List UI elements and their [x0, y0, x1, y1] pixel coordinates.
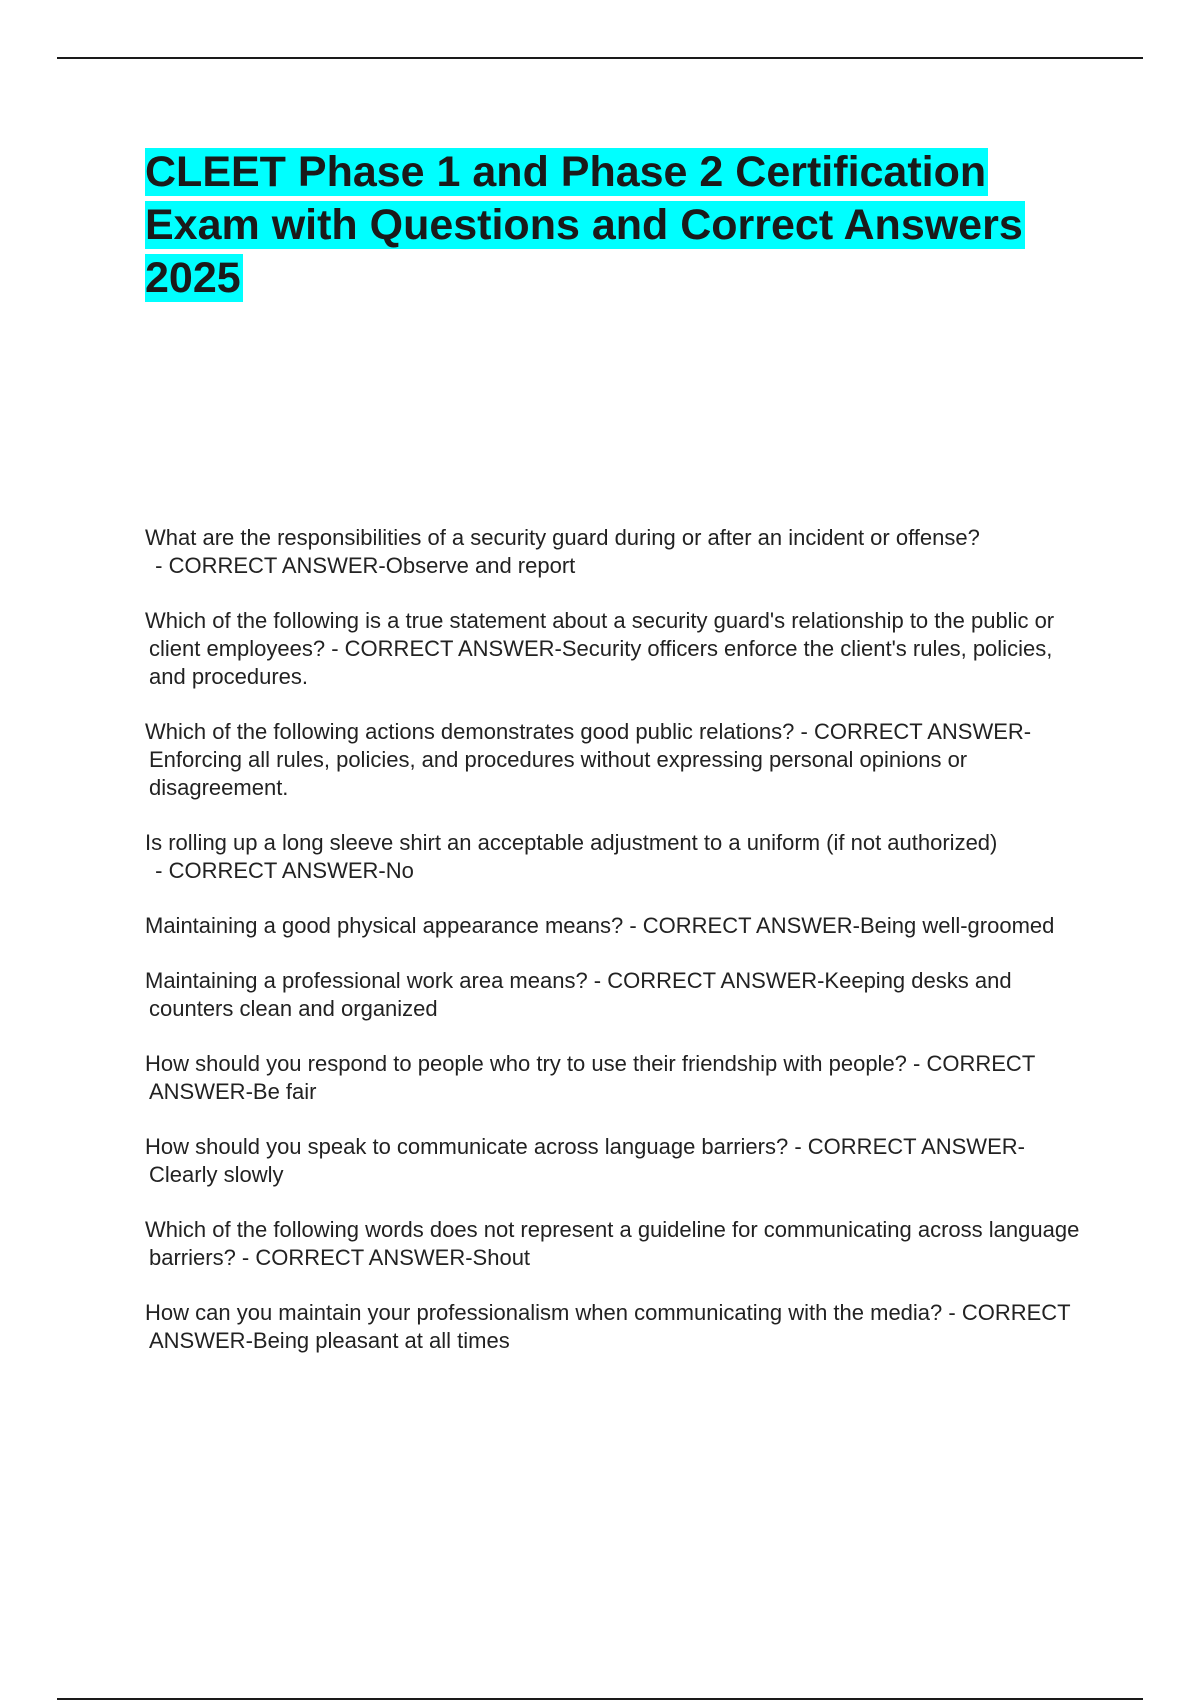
answer-marker: CORRECT ANSWER	[642, 913, 853, 938]
qa-item: How can you maintain your professionalism when communicating with the media? - CORRECT ANSWER-Being pleasant at all times	[145, 1300, 1071, 1353]
answer-marker: CORRECT ANSWER	[255, 1245, 466, 1270]
qa-item: How should you respond to people who try to use their friendship with people? - CORRECT ANSWER-Be fair	[145, 1051, 1035, 1104]
document-title	[145, 146, 1055, 305]
question-text: How can you maintain your professionalism when communicating with the media?	[145, 1300, 943, 1325]
answer-marker: CORRECT ANSWER	[807, 1134, 1018, 1159]
answer-text: Observe and report	[385, 553, 576, 578]
question-text: Maintaining a professional work area means?	[145, 968, 588, 993]
question-text: Which of the following is a true statement about a security guard's relationship to the public or client employees?	[145, 608, 1055, 661]
answer-marker: CORRECT ANSWER	[344, 636, 555, 661]
qa-item: Which of the following actions demonstrates good public relations? - CORRECT ANSWER-Enforcing all rules, policies, and procedures without expressing personal opinions or disagreement.	[145, 719, 1032, 800]
answer-text: Being pleasant at all times	[252, 1328, 510, 1353]
title-block	[145, 146, 1090, 305]
answer-text: Keeping desks and counters clean and organized	[149, 968, 1012, 1021]
answer-marker: CORRECT ANSWER	[168, 858, 379, 883]
question-text: How should you respond to people who try to use their friendship with people?	[145, 1051, 907, 1076]
top-rule	[57, 57, 1143, 59]
answer-marker: CORRECT ANSWER	[149, 1300, 1071, 1353]
answer-text: Be fair	[252, 1079, 317, 1104]
answer-marker: CORRECT ANSWER	[813, 719, 1024, 744]
qa-item: Which of the following words does not represent a guideline for communicating across language barriers? - CORRECT ANSWER-Shout	[145, 1217, 1080, 1270]
answer-text: Clearly slowly	[149, 1162, 284, 1187]
answer-text: No	[385, 858, 414, 883]
question-text: How should you speak to communicate across language barriers?	[145, 1134, 789, 1159]
title-highlight: CLEET Phase 1 and Phase 2 Certification Exam with Questions and Correct Answers 2025	[145, 148, 1023, 302]
qa-item: Is rolling up a long sleeve shirt an acceptable adjustment to a uniform (if not authorized) - CORRECT ANSWER-No	[145, 830, 998, 883]
question-text: Maintaining a good physical appearance means?	[145, 913, 624, 938]
qa-list	[145, 524, 1080, 1382]
question-text: Is rolling up a long sleeve shirt an acceptable adjustment to a uniform (if not authorized)	[145, 830, 998, 855]
qa-item: How should you speak to communicate across language barriers? - CORRECT ANSWER-Clearly slowly	[145, 1134, 1025, 1187]
qa-item: Maintaining a good physical appearance means? - CORRECT ANSWER-Being well-groomed	[145, 913, 1055, 938]
qa-item: Which of the following is a true statement about a security guard's relationship to the public or client employees? - CORRECT ANSWER-Security officers enforce the client's rules, policies, and procedures.	[145, 608, 1055, 689]
answer-marker: CORRECT ANSWER	[149, 1051, 1035, 1104]
qa-item: What are the responsibilities of a security guard during or after an incident or offense? - CORRECT ANSWER-Observe and report	[145, 525, 980, 578]
question-text: Which of the following words does not represent a guideline for communicating across language barriers?	[145, 1217, 1080, 1270]
answer-text: Shout	[472, 1245, 531, 1270]
question-text: What are the responsibilities of a security guard during or after an incident or offense?	[145, 525, 980, 550]
answer-text: Enforcing all rules, policies, and procedures without expressing personal opinions or disagreement.	[149, 747, 968, 800]
question-text: Which of the following actions demonstrates good public relations?	[145, 719, 795, 744]
answer-text: Security officers enforce the client's rules, policies, and procedures.	[149, 636, 1053, 689]
answer-marker: CORRECT ANSWER	[607, 968, 818, 993]
answer-text: Being well-groomed	[859, 913, 1055, 938]
answer-marker: CORRECT ANSWER	[168, 553, 379, 578]
qa-item: Maintaining a professional work area means? - CORRECT ANSWER-Keeping desks and counters clean and organized	[145, 968, 1012, 1021]
